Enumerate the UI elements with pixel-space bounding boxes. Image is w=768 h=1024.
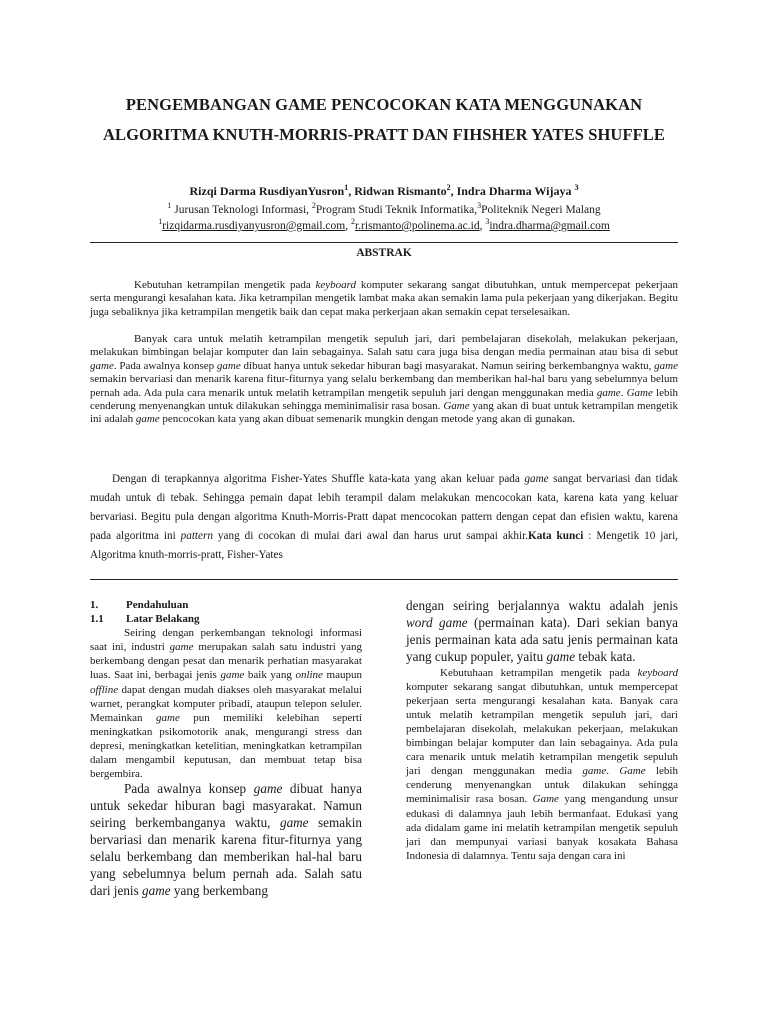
body-paragraph-left-2: Pada awalnya konsep game dibuat hanya untuk sekedar hiburan bagi masyarakat. Namun seiring berkembanganya waktu, game semakin bervariasi dan menarik karena fitur-fiturnya yang selalu berkembang dan memberikan hal-hal baru yang sebelumnya belum pernah ada. Salah satu dari jenis game yang berkembang: [90, 781, 362, 898]
author-3-marker: 3: [574, 183, 579, 192]
right-column: [406, 598, 678, 863]
left-column: [90, 598, 362, 900]
abstract-heading: ABSTRAK: [356, 247, 412, 259]
abstract-divider: [90, 579, 678, 580]
affiliation-2-marker: 2: [311, 201, 316, 210]
affiliation-1-marker: 1: [167, 201, 172, 210]
email-1-link[interactable]: rizqidarma.rusdiyanyusron@gmail.com: [162, 219, 346, 232]
abstract-paragraph-3: Dengan di terapkannya algoritma Fisher-Yates Shuffle kata-kata yang akan keluar pada game sangat bervariasi dan tidak mudah untuk di tebak. Sehingga pemain dapat lebih terampil dalam melakukan mencocokan kata, karena kata yang keluar bervariasi. Begitu pula dengan algoritma Knuth-Morris-Pratt dapat mencocokan pattern dengan cepat dan efisien waktu, karena pada algoritma ini pattern yang di cocokan di mulai dari awal dan harus urut sampai akhir.Kata kunci : Mengetik 10 jari, Algoritma knuth-morris-pratt, Fisher-Yates: [90, 473, 678, 561]
body-paragraph-right-2: Kebutuhaan ketrampilan mengetik pada keyboard komputer sekarang sangat dibutuhkan, untuk mempercepat pekerjaan serta mengurangi kesalahan kata. Banyak cara untuk melatih ketrampilan mengetik sepuluh jari, dari pembelajaran disekolah, melakukan pekerjaan, melakukan bimbingan belajar komputer dan lain sebagainya. Ada pula cara menarik untuk melatih ketrampilan mengetik sepuluh jari dengan menggunakan media game. Game lebih cenderung menyenangkan untuk dilakukan sehingga meminimalisir rasa bosan. Game yang mengandung unsur edukasi di dalamnya jauh lebih bermanfaat. Edukasi yang ada didalam game ini melatih ketrampilan mengetik sepuluh jari dan mempunyai variasi banyak kosakata Bahasa Indonesia di dalamnya. Tentu saja dengan cara ini: [406, 666, 678, 862]
author-2-marker: 2: [446, 183, 451, 192]
body-paragraph-left-1: Seiring dengan perkembangan teknologi informasi saat ini, industri game merupakan salah satu industri yang berkembang dengan pesat dan menarik perhatian masyarakat luas. Saat ini, berbagai jenis game baik yang online maupun offline dapat dengan mudah diakses oleh masyarakat melalui warnet, perangkat komputer pribadi, ataupun telepon seluler. Memainkan game pun memiliki kelebihan seperti meningkatkan psikomotorik anak, mengurangi stress dan depresi, meningkatkan ketelitian, meningkatkan ketrampilan dalam mengambil keputusan, dan membuat tetap bisa bergembira.: [90, 627, 362, 781]
email-3-marker: 3: [485, 217, 490, 226]
email-3-link[interactable]: indra.dharma@gmail.com: [489, 219, 610, 232]
keywords-label: Kata kunci: [528, 530, 584, 542]
author-3: Indra Dharma Wijaya: [456, 184, 572, 198]
affiliation-3: Politeknik Negeri Malang: [481, 203, 601, 216]
body-paragraph-right-1: dengan seiring berjalannya waktu adalah jenis word game (permainan kata). Dari sekian banya jenis permainan kata ada satu jenis permainan kata yang cukup populer, yaitu game tebak kata.: [406, 598, 678, 664]
author-emails: $^1$rizqidarma.rusdiyanyusron@gmail.com, $^2$r.rismanto@polinema.ac.id, $^3$indra.dharma@gmail.com: [158, 217, 610, 232]
keywords: : Mengetik 10 jari, Algoritma knuth-morris-pratt, Fisher-Yates: [90, 530, 678, 561]
header-divider: [90, 242, 678, 243]
email-2-link[interactable]: r.rismanto@polinema.ac.id: [354, 219, 480, 232]
author-1-marker: 1: [344, 183, 349, 192]
affiliation-2: Program Studi Teknik Informatika,: [315, 203, 478, 216]
email-1-marker: 1: [158, 217, 163, 226]
author-list: Rizqi Darma RusdiyanYusron$^1$, Ridwan Rismanto$^2$, Indra Dharma Wijaya $^3$: [189, 183, 579, 198]
author-1: Rizqi Darma RusdiyanYusron: [189, 184, 345, 198]
email-2-marker: 2: [350, 217, 355, 226]
affiliation-3-marker: 3: [477, 201, 482, 210]
abstract-paragraph-2: Banyak cara untuk melatih ketrampilan mengetik sepuluh jari, dari pembelajaran disekolah, melakukan pekerjaan, melakukan bimbingan belajar komputer dan lain sebagainya. Salah satu cara juga bisa dengan media permainan atau bisa di sebut game. Pada awalnya konsep game dibuat hanya untuk sekedar hiburan bagi masyarakat. Namun seiring berkembangnya waktu, game semakin bervariasi dan menarik karena fitur-fiturnya yang selalu berkembang dan memberikan hal-hal baru yang sebelumnya belum pernah ada. Ada pula cara menarik untuk melatih ketrampilan mengetik sepuluh jari dengan menggunakan media game. Game lebih cenderung menyenangkan untuk dilakukan sehingga meminimalisir rasa bosan. Game yang akan di buat untuk ketrampilan mengetik ini adalah game pencocokan kata yang akan dibuat semenarik mungkin dengan metode yang akan di gunakan.: [90, 333, 679, 426]
paper-title: PENGEMBANGAN GAME PENCOCOKAN KATA MENGGUNAKAN ALGORITMA KNUTH-MORRIS-PRATT DAN FIHSHER YATES SHUFFLE: [102, 95, 666, 144]
section-1-heading: 1. Pendahuluan: [90, 599, 189, 611]
section-1-1-heading: 1.1 Latar Belakang: [90, 613, 200, 626]
affiliation-1: Jurusan Teknologi Informasi,: [171, 203, 312, 216]
abstract-paragraph-1: Kebutuhan ketrampilan mengetik pada keyboard komputer sekarang sangat dibutuhkan, untuk mempercepat pekerjaan serta mengurangi kesalahan kata. Jika ketrampilan mengetik lambat maka akan semakin lama pula pekerjaan yang dikerjakan. Begitu juga sebaliknya jika ketrampilan mengetik baik dan cepat maka perkerjaan akan semakin cepat terselesaikan.: [90, 279, 678, 318]
author-2: Ridwan Rismanto: [354, 184, 447, 198]
affiliations: [90, 201, 678, 216]
